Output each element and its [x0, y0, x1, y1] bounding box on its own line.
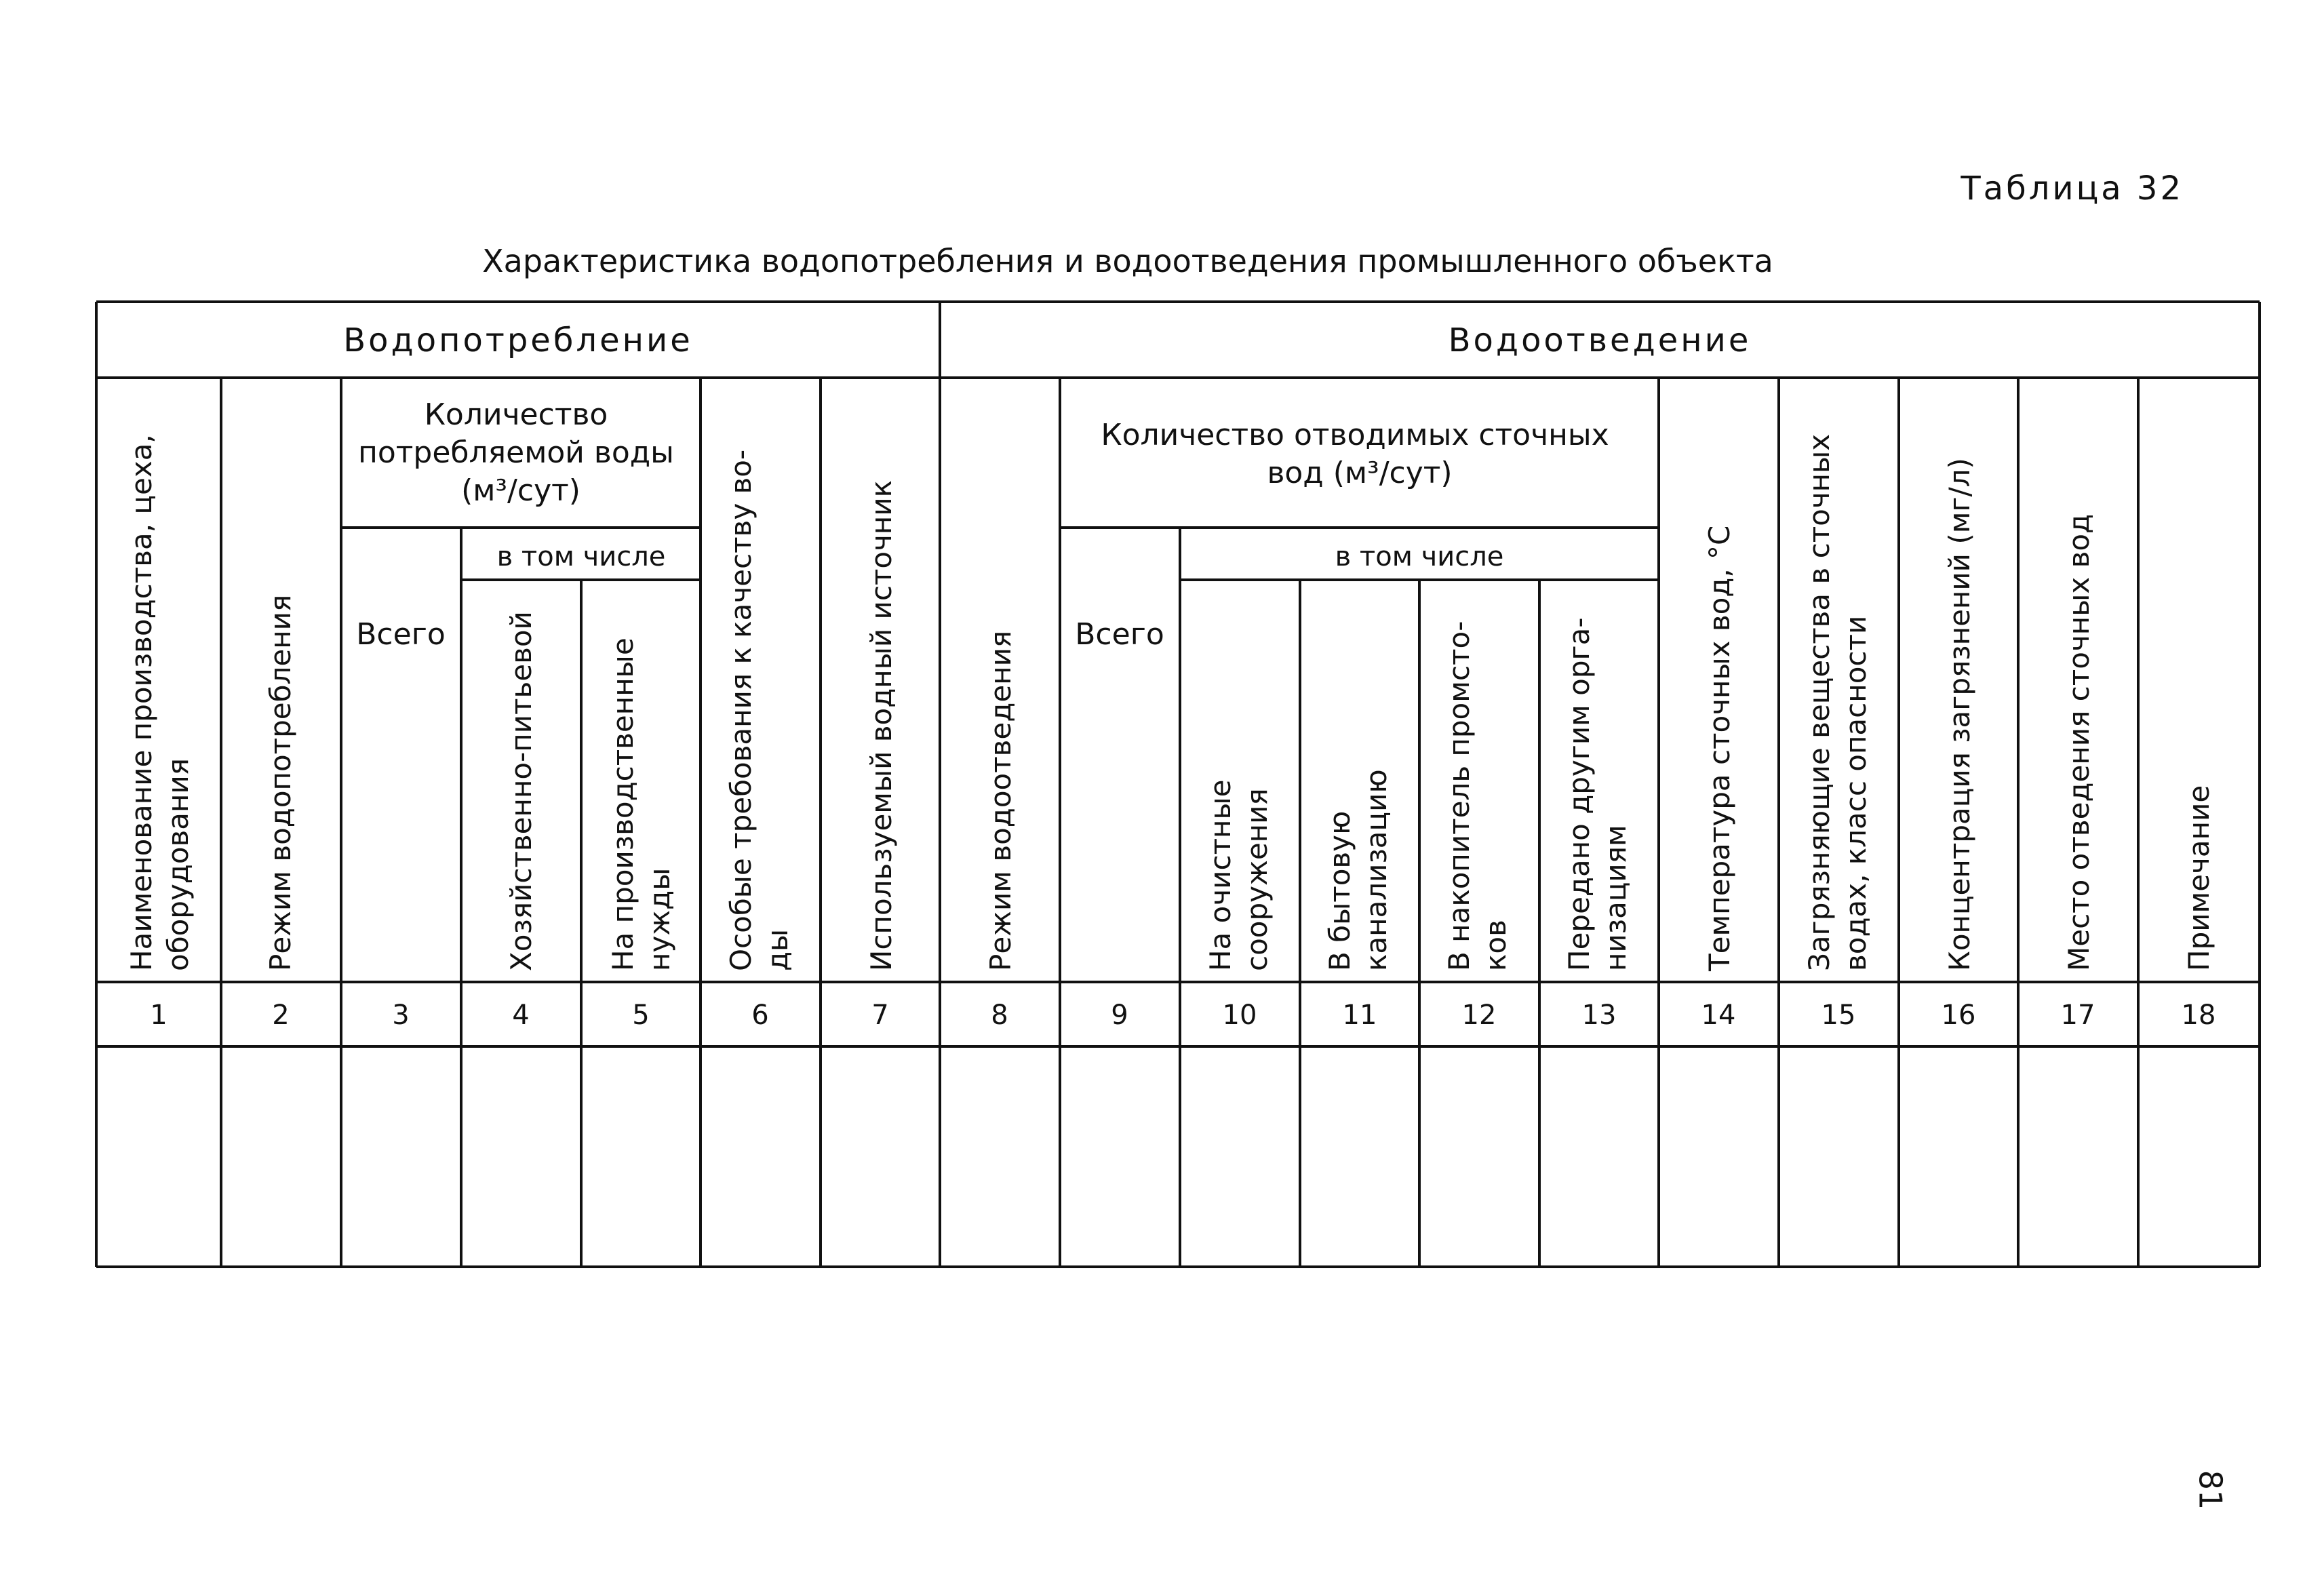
- including-label: в том числе: [1335, 541, 1504, 572]
- page-number: 81: [2192, 1470, 2229, 1510]
- column-header-11: В бытовую канализацию: [1323, 769, 1393, 971]
- column-header-6: Особые требования к качеству во- ды: [724, 449, 794, 971]
- column-header-12: В накопитель промсто- ков: [1442, 621, 1512, 971]
- column-header-14: Температура сточных вод, °С: [1703, 525, 1736, 971]
- column-number: 12: [1461, 1000, 1497, 1031]
- discharged-quantity-line: вод (м³/сут): [1267, 456, 1453, 490]
- table-label: Таблица 32: [1961, 170, 2184, 208]
- consumed-quantity-line: Количество: [424, 397, 608, 432]
- column-number: 8: [991, 1000, 1008, 1031]
- consumed-quantity-line: потребляемой воды: [358, 435, 674, 470]
- column-header-17: Место отведения сточных вод: [2062, 513, 2095, 971]
- column-header-18: Примечание: [2182, 785, 2215, 971]
- column-number: 13: [1581, 1000, 1617, 1031]
- total-label: Всего: [356, 617, 446, 652]
- column-number: 18: [2181, 1000, 2216, 1031]
- including-label: в том числе: [496, 541, 666, 572]
- column-header-7: Используемый водный источник: [865, 479, 898, 971]
- total-label: Всего: [1075, 617, 1164, 652]
- column-number: 1: [150, 1000, 168, 1031]
- column-header-13: Передано другим орга- низациям: [1562, 617, 1632, 971]
- column-number: 11: [1342, 1000, 1377, 1031]
- column-header-4: Хозяйственно-питьевой: [505, 611, 538, 971]
- column-number: 3: [392, 1000, 410, 1031]
- column-header-1: Наименование производства, цеха, оборудования: [125, 434, 195, 971]
- consumed-quantity-line: (м³/сут): [461, 473, 580, 508]
- column-number: 7: [871, 1000, 889, 1031]
- group-header-discharge: Водоотведение: [1448, 321, 1752, 359]
- discharged-quantity-line: Количество отводимых сточных: [1101, 418, 1609, 452]
- column-header-5: На производственные нужды: [606, 637, 676, 971]
- rotated-headers: [125, 434, 2215, 972]
- table-caption: Характеристика водопотребления и водоотведения промышленного объекта: [482, 243, 1773, 279]
- column-header-2: Режим водопотребления: [264, 594, 297, 971]
- column-number: 15: [1821, 1000, 1856, 1031]
- column-number: 5: [632, 1000, 650, 1031]
- column-header-16: Концентрация загрязнений (мг/л): [1943, 458, 1976, 971]
- column-number: 16: [1941, 1000, 1976, 1031]
- column-number: 10: [1222, 1000, 1257, 1031]
- column-header-15: Загрязняющие вещества в сточных водах, класс опасности: [1803, 433, 1872, 971]
- consumed-quantity-header: [358, 397, 684, 508]
- column-number: 6: [751, 1000, 769, 1031]
- column-header-8: Режим водоотведения: [984, 630, 1017, 971]
- column-number: 4: [512, 1000, 530, 1031]
- column-number: 2: [272, 1000, 290, 1031]
- column-number: 14: [1701, 1000, 1736, 1031]
- column-header-10: На очистные сооружения: [1204, 779, 1274, 971]
- column-number: 9: [1111, 1000, 1128, 1031]
- group-header-consumption: Водопотребление: [343, 321, 693, 359]
- column-number: 17: [2060, 1000, 2095, 1031]
- discharged-quantity-header: [1101, 418, 1618, 490]
